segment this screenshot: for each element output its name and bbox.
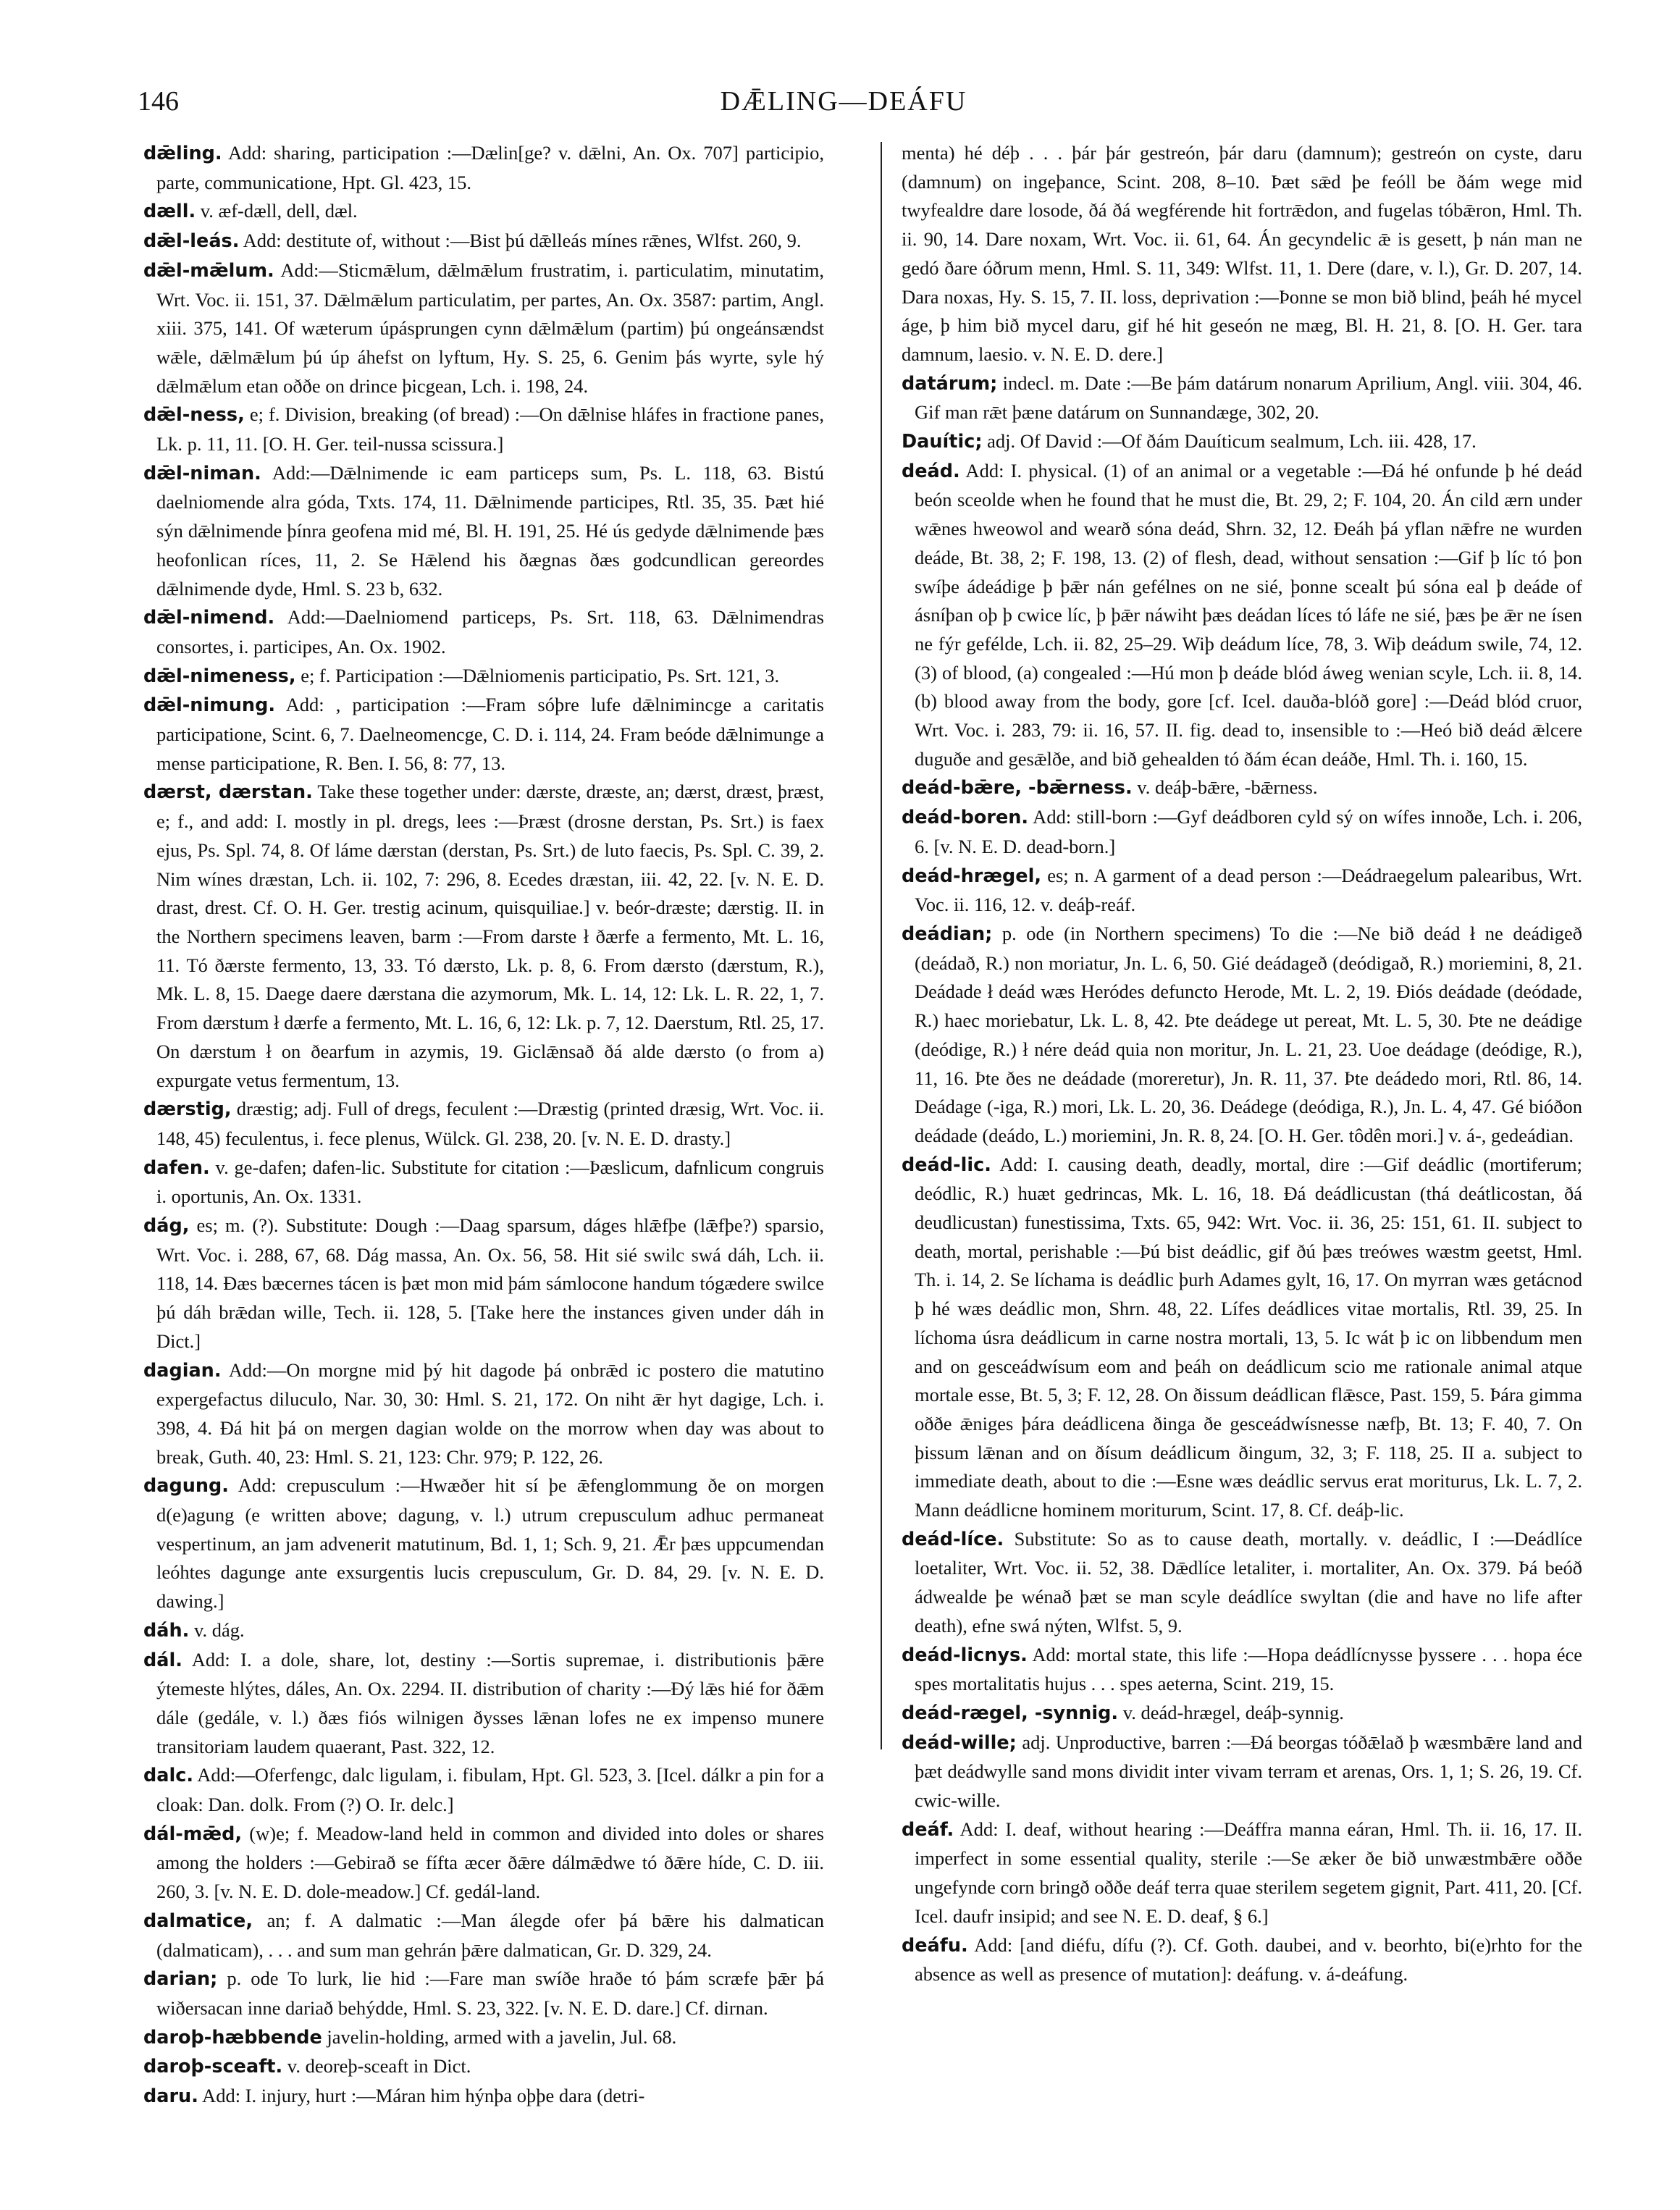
entry-headword: dǣl-leás.	[143, 230, 240, 253]
dictionary-entry	[143, 1095, 824, 1153]
entry-definition: es; m. (?). Substitute: Dough :—Daag sparsum, dáges hlǣfþe (lǣfþe?) sparsio, Wrt. Voc. i. 288, 67, 68. Dág massa, An. Ox. 56, 58. Hit sié swilc swá dáh, Lch. ii. 118, 14. Ðæs bæcernes tácen is þæt mon mid þám sámlocone handum tógædere swilce þú dáh brǣdan wille, Tech. ii. 128, 5. [Take here the instances given under dáh in Dict.]	[156, 1214, 824, 1352]
dictionary-entry	[143, 1154, 824, 1211]
entry-headword: deád-líce.	[902, 1528, 1004, 1550]
entry-headword: dagian.	[143, 1359, 222, 1382]
entry-definition: adj. Unproductive, barren :—Ðá beorgas tóðǣlað þ wæsmbǣre land and þæt deádwylle sand mons dividit inter vivam terram et arenas, Ors. 1, 1; S. 26, 19. Cf. cwic-wille.	[915, 1731, 1582, 1812]
dictionary-entry	[143, 256, 824, 401]
entry-headword: dǣl-nimeness,	[143, 665, 296, 687]
entry-headword: dǣling.	[143, 143, 222, 164]
entry-headword: daru.	[143, 2085, 198, 2108]
entry-headword: deád-hrægel,	[902, 865, 1042, 887]
dictionary-entry	[143, 1356, 824, 1472]
entry-definition: Add: sharing, participation :—Dælin[ge? v. dǣlni, An. Ox. 707] participio, parte, communicatione, Hpt. Gl. 423, 15.	[156, 142, 824, 193]
entry-definition: Add: I. deaf, without hearing :—Deáffra manna eáran, Hml. Th. ii. 16, 17. II. imperfect in some essential quality, sterile :—Se æker ðe bið unwæstmbǣre oððe ungefynde corn bringð oððe deáf terra quae sterilem segetem gignit, Part. 411, 20. [Cf. Icel. daufr insipid; and see N. E. D. deaf, § 6.]	[915, 1818, 1582, 1927]
dictionary-entry	[143, 459, 824, 604]
entry-definition: v. deáþ-bǣre, -bǣrness.	[1132, 776, 1318, 799]
dictionary-entry	[143, 1471, 824, 1616]
entry-definition: Add:—Oferfengc, dalc ligulam, i. fibulam, Hpt. Gl. 523, 3. [Icel. dálkr a pin for a cloak: Dan. dolk. From (?) O. Ir. delc.]	[156, 1764, 824, 1816]
dictionary-entry	[143, 662, 824, 692]
entry-headword: deád-boren.	[902, 807, 1029, 829]
entry-definition: v. dág.	[189, 1618, 245, 1641]
dictionary-entry	[143, 2023, 824, 2053]
entry-definition: Add: crepusculum :—Hwæðer hit sí þe ǣfenglommung ðe on morgen d(e)agung (e written above; dagung, v. l.) utrum crepusculum adhuc permaneat vespertinum, an jam advenerit matutinum, Bd. 1, 1; Sch. 9, 21. Ǣr þæs uppcumendan leóhtes dagunge ante exsurgentis lucis crepusculum, Gr. D. 84, 29. [v. N. E. D. dawing.]	[156, 1474, 824, 1613]
entry-headword: dál-mǣd,	[143, 1823, 243, 1845]
dictionary-entry	[143, 1907, 824, 1965]
entry-definition: v. æf-dæll, dell, dæl.	[196, 200, 358, 222]
entry-headword: dáh.	[143, 1619, 190, 1642]
entry-definition: javelin-holding, armed with a javelin, Jul. 68.	[322, 2025, 677, 2048]
entry-headword: dærst, dærstan.	[143, 781, 313, 804]
dictionary-entry	[902, 1699, 1582, 1728]
dictionary-entry	[143, 603, 824, 661]
entry-definition: Add:—Daelniomend particeps, Ps. Srt. 118, 63. Dǣlnimendras consortes, i. participes, An. Ox. 1902.	[156, 606, 824, 657]
dictionary-entry	[143, 1761, 824, 1819]
dictionary-entry	[902, 803, 1582, 861]
entry-definition: e; f. Participation :—Dǣlniomenis participatio, Ps. Srt. 121, 3.	[295, 664, 780, 686]
entry-definition: indecl. m. Date :—Be þám datárum nonarum Aprilium, Angl. viii. 304, 46. Gif man rǣt þæne datárum on Sunnandæge, 302, 20.	[915, 371, 1582, 424]
entry-headword: deáf.	[902, 1818, 954, 1841]
entry-definition: es; n. A garment of a dead person :—Deádraegelum palearibus, Wrt. Voc. ii. 116, 12. v. deáþ-reáf.	[915, 864, 1582, 916]
entry-definition: e; f. Division, breaking (of bread) :—On dǣlnise hláfes in fractione panes, Lk. p. 11, 11. [O. H. Ger. teil-nussa scissura.]	[156, 403, 824, 455]
entry-headword: dalmatice,	[143, 1909, 253, 1932]
entry-headword: dalc.	[143, 1765, 194, 1787]
dictionary-entry	[902, 920, 1582, 1151]
entry-definition: Add: [and diéfu, dífu (?). Cf. Goth. daubei, and v. beorhto, bi(e)rhto for the absence as well as presence of mutation]: deáfung. v. á-deáfung.	[915, 1933, 1582, 1986]
entry-definition: Add:—On morgne mid þý hit dagode þá onbrǣd ic postero die matutino expergefactus diluculo, Nar. 30, 30: Hml. S. 21, 172. On niht ǣr hyt dagige, Lch. i. 398, 4. Ðá hit þá on mergen dagian wolde on the morrow when day was about to break, Guth. 40, 23: Hml. S. 21, 123: Chr. 979; P. 122, 26.	[156, 1358, 824, 1468]
entry-headword: dagung.	[143, 1475, 229, 1497]
entry-headword: dǣl-ness,	[143, 404, 245, 427]
dictionary-entry	[902, 1151, 1582, 1525]
entry-headword: dǣl-nimend.	[143, 607, 275, 629]
entry-definition: p. ode (in Northern specimens) To die :—Ne bið deád ł ne deádigeð (deádað, R.) non moriatur, Jn. L. 6, 50. Gié deádageð (deódigað, R.) moriemini, 8, 21. Deádade ł deád wæs Heródes defuncto Herode, Mt. L. 2, 19. Ðiós deádade (deódade, R.) haec moriebatur, Lk. L. 8, 42. Þte deádege ut pereat, Mt. L. 5, 30. Þte ne deádige (deódige, R.) ł nére deád quia non moritur, Jn. L. 21, 23. Uoe deádage (deódige, R.), 11, 16. Þte ðes ne deádade (moreretur), Jn. R. 11, 37. Þte deádedo mori, Rtl. 86, 14. Deádage (-iga, R.) mori, Lk. L. 20, 36. Deádege (deódiga, R.), Jn. L. 4, 47. Gé bióðon deádade (deádo, L.) moriemini, Jn. R. 8, 24. [O. H. Ger. tôdên mori.] v. á-, gedeádian.	[915, 922, 1582, 1146]
left-column	[143, 139, 824, 2167]
dictionary-entry	[143, 139, 824, 197]
entry-definition: Substitute: So as to cause death, mortally. v. deádlic, I :—Deádlíce loetaliter, Wrt. Voc. ii. 52, 38. Dǣdlíce letaliter, i. mortaliter, An. Ox. 379. Þá beóð ádwealde þe wénað þæt se man scyle deádlíce swyltan (die and have no life after death), efne swá nýten, Wlfst. 5, 9.	[915, 1527, 1582, 1637]
dictionary-entry	[902, 773, 1582, 803]
entry-headword: deád-bǣre, -bǣrness.	[902, 777, 1133, 799]
dictionary-entry	[143, 1965, 824, 2022]
entry-definition: Add: destitute of, without :—Bist þú dǣlleás mínes rǣnes, Wlfst. 260, 9.	[239, 230, 802, 252]
entry-definition: Add:—Dǣlnimende ic eam particeps sum, Ps. L. 118, 63. Bistú daelniomende alra góda, Txts. 174, 11. Dǣlnimende participes, Rtl. 35, 35. Þæt hié sýn dǣlnimende þínra geofena mid mé, Bl. H. 191, 25. Hé ús gedyde dǣlnimende þæs heofonlican ríces, 11, 2. Se Hǣlend his ðægnas ðæs godcundlican gereordes dǣlnimende dyde, Hml. S. 23 b, 632.	[156, 461, 824, 600]
entry-headword: deáfu.	[902, 1934, 968, 1957]
dictionary-entry	[902, 369, 1582, 427]
dictionary-entry	[902, 427, 1582, 457]
dictionary-entry	[143, 2052, 824, 2082]
entry-definition: (w)e; f. Meadow-land held in common and divided into doles or shares among the holders :—Gebirað se fífta æcer ðǣre dálmǣdwe tó ðǣre híde, C. D. iii. 260, 3. [v. N. E. D. dole-meadow.] Cf. gedál-land.	[156, 1822, 824, 1903]
entry-definition: Add: I. injury, hurt :—Máran him hýnþa oþþe dara (detri-	[198, 2085, 645, 2107]
dictionary-entry	[902, 1641, 1582, 1699]
entry-definition: an; f. A dalmatic :—Man álegde ofer þá bǣre his dalmatican (dalmaticam), . . . and sum man gehrán þǣre dalmatican, Gr. D. 329, 24.	[156, 1909, 824, 1961]
page-header	[138, 85, 1550, 129]
running-title: DǢLING—DEÁFU	[720, 86, 967, 117]
entry-headword: dǣl-niman.	[143, 462, 261, 484]
entry-headword: deád-lic.	[902, 1154, 991, 1176]
entry-definition: Add: , participation :—Fram sóþre lufe dǣlnimincge a caritatis participatione, Scint. 6, 7. Daelneomencge, C. D. i. 114, 24. Fram beóde dǣlnimunge a mense participatione, R. Ben. I. 56, 8: 77, 13.	[156, 694, 824, 774]
dictionary-entry	[902, 1728, 1582, 1815]
entry-headword: dág,	[143, 1215, 190, 1238]
entry-headword: dál.	[143, 1649, 182, 1671]
entry-headword: dæll.	[143, 201, 196, 223]
dictionary-entry	[143, 197, 824, 227]
dictionary-entry	[143, 1820, 824, 1907]
entry-definition: Take these together under: dærste, dræste, an; dærst, dræst, þræst, e; f., and add: I. mostly in pl. dregs, lees :—Þræst (drosne derstan, Ps. Srt.) is faex ejus, Ps. Spl. 74, 8. Of láme dærstan (derstan, Ps. Srt.) de luto faecis, Ps. Spl. C. 39, 2. Nim wínes dræstan, Lch. ii. 102, 7: 296, 8. Ecedes dræstan, iii. 42, 22. [v. N. E. D. drast, drest. Cf. O. H. Ger. trestig acinum, quisquiliae.] v. beór-dræste; dærstig. II. in the Northern specimens leaven, barm :—From darste ł ðærfe a fermento, Mt. L. 16, 11. Tó ðærste fermento, 13, 33. Tó dærsto, Lk. p. 8, 6. From dærsto (dærstum, R.), Mk. L. 8, 15. Daege daere dærstana die azymorum, Mk. L. 14, 12: Lk. L. R. 22, 1, 7. From dærstum ł dærfe a fermento, Mt. L. 16, 6, 12: Lk. p. 7, 12. Daerstum, Rtl. 25, 17. On dærstum ł on ðearfum in azymis, 19. Giclǣnsað ðá alde dærsto (o from a) expurgate vetus fermentum, 13.	[156, 781, 824, 1091]
entry-headword: deád-wille;	[902, 1731, 1017, 1754]
entry-definition: Add: I. physical. (1) of an animal or a vegetable :—Ðá hé onfunde þ hé deád beón sceolde when he found that he must die, Bt. 29, 2; F. 104, 20. Án cild ærn under wǣnes hweowol and wearð sóna deád, Shrn. 32, 12. Ðeáh þá yflan nǣfre ne wurden deáde, Bt. 38, 2; F. 198, 13. (2) of flesh, dead, without sensation :—Gif þ líc tó þon swíþe ádeádige þ þǣr nán gefélnes on ne sié, þonne scealt þú sóna eal þ deáde of ásníþan oþ þ cwice líc, þ þǣr náwiht þæs deádan líces tó láfe ne sié, þæs þe ǣr ne ísen ne fýr gefélde, Lch. ii. 82, 25–29. Wiþ deádum líce, 78, 3. Wiþ deádum swile, 74, 12. (3) of blood, (a) congealed :—Hú mon þ deáde blód áweg wenian scyle, Lch. ii. 8, 14. (b) blood away from the body, gore [cf. Icel. dauða-blóð gore] :—Deád blód cruor, Wrt. Voc. i. 283, 79: ii. 16, 57. II. fig. dead to, insensible to :—Heó bið deád ǣlcere duguðe and gesǣlðe, and bið gehealden tó ðám écan deáðe, Hml. Th. i. 160, 15.	[915, 459, 1582, 770]
column-divider	[881, 142, 882, 1749]
entry-definition: Add: I. causing death, deadly, mortal, dire :—Gif deádlic (mortiferum; deódlic, R.) huæt gedrincas, Mk. L. 16, 18. Ðá deádlicustan (thá deátlicostan, ðá deudlicustan) funestissima, Txts. 65, 942: Wrt. Voc. ii. 36, 25: 151, 61. II. subject to death, mortal, perishable :—Þú bist deádlic, gif ðú þæs treówes wæstm geetst, Hml. Th. i. 14, 2. Se líchama is deádlic þurh Adames gylt, 16, 17. On myrran wæs getácnod þ hé wæs deádlic mon, Shrn. 48, 22. Lífes deádlices vitae mortalis, Rtl. 39, 25. In líchoma úsra deádlicum in carne nostra mortali, 13, 5. Ic wát þ ic on libbendum men and on gesceádwísum eom and þeáh on deádlicum scio me rationale animal atque mortale esse, Bt. 5, 3; F. 12, 28. On ðissum deádlican flǣsce, Past. 159, 5. Þára gimma oððe ǣniges þára deádlicena ðinga ðe gesceádwísnesse næfþ, Bt. 13; F. 40, 7. On þissum lǣnan and on ðísum deádlicum ðingum, 32, 3; F. 118, 25. II a. subject to immediate death, about to die :—Esne wæs deádlic servus erat moriturus, Lk. L. 7, 2. Mann deádlicne hominem moriturum, Scint. 17, 8. Cf. deáþ-lic.	[915, 1153, 1582, 1521]
dictionary-entry	[143, 778, 824, 1095]
entry-headword: darian;	[143, 1968, 218, 1991]
entry-definition: Add: mortal state, this life :—Hopa deádlícnysse þyssere . . . hopa éce spes mortalitatis hujus . . . spes aeterna, Scint. 219, 15.	[915, 1643, 1582, 1695]
entry-definition: v. deoreþ-sceaft in Dict.	[282, 2055, 471, 2077]
entry-headword: Dauític;	[902, 431, 983, 453]
entry-headword: daroþ-hæbbende	[143, 2026, 322, 2049]
entry-definition: Add: still-born :—Gyf deádboren cyld sý on wífes innoðe, Lch. i. 206, 6. [v. N. E. D. dead-born.]	[915, 806, 1582, 857]
entry-definition: v. ge-dafen; dafen-lic. Substitute for citation :—Þæslicum, dafnlicum congruis i. oportunis, An. Ox. 1331.	[156, 1156, 824, 1208]
dictionary-entry	[902, 1815, 1582, 1931]
entry-definition: adj. Of David :—Of ðám Dauíticum sealmum, Lch. iii. 428, 17.	[982, 430, 1477, 453]
entry-headword: dærstig,	[143, 1098, 232, 1121]
entry-definition: v. deád-hrægel, deáþ-synnig.	[1118, 1701, 1344, 1723]
dictionary-entry	[902, 862, 1582, 920]
entry-headword: dafen.	[143, 1156, 210, 1179]
dictionary-entry	[143, 227, 824, 256]
dictionary-entry	[143, 1616, 824, 1646]
entry-definition: p. ode To lurk, lie hid :—Fare man swíðe hraðe tó þám scræfe þǣr þá wiðersacan inne dariað behýdde, Hml. S. 23, 322. [v. N. E. D. dare.] Cf. dirnan.	[156, 1967, 824, 2019]
dictionary-entry	[143, 400, 824, 458]
entry-headword: deád-licnys.	[902, 1644, 1028, 1666]
dictionary-entry	[143, 2082, 824, 2112]
entry-headword: daroþ-sceaft.	[143, 2056, 283, 2078]
right-column	[902, 139, 1582, 2167]
entry-headword: deád-rægel, -synnig.	[902, 1702, 1119, 1724]
entry-headword: datárum;	[902, 372, 998, 395]
entry-headword: dǣl-nimung.	[143, 694, 276, 717]
page-number: 146	[138, 86, 179, 117]
dictionary-entry	[902, 1525, 1582, 1641]
entry-headword: deádian;	[902, 923, 993, 945]
entry-definition: Add: I. a dole, share, lot, destiny :—Sortis supremae, i. distributionis þǣre ýtemeste hlýtes, dáles, An. Ox. 2294. II. distribution of charity :—Ðý lǣs hié for ðǣm dále (gedále, v. l.) ðæs fiós wilnigen ðysses lǣnan lofes ne ex impenso munere transitoriam laudem quaerant, Past. 322, 12.	[156, 1648, 824, 1757]
dictionary-entry	[143, 1646, 824, 1762]
dictionary-entry	[902, 1931, 1582, 1989]
dictionary-entry	[902, 457, 1582, 774]
continued-entry-text: menta) hé déþ . . . þár þár gestreón, þár daru (damnum); gestreón on cyste, daru (damnum) on ingeþance, Scint. 208, 8–10. Þæt sǣd þe feóll be ðám wege mid twyfealdre dare losode, ðá ðá wegférende hit fortrǣdon, and fugelas tóbǣron, Hml. Th. ii. 90, 14. Dare noxam, Wrt. Voc. ii. 61, 64. Án gecyndelic ǣ is gesett, þ nán man ne gedó ðare óðrum menn, Hml. S. 11, 349: Wlfst. 11, 1. Dere (dare, v. l.), Gr. D. 207, 14. Dara noxas, Hy. S. 15, 7. II. loss, deprivation :—Þonne se mon bið blind, þeáh hé mycel áge, þ him bið mycel daru, gif hé hit geseón ne mæg, Bl. H. 21, 8. [O. H. Ger. tara damnum, laesio. v. N. E. D. dere.]	[902, 142, 1582, 365]
dictionary-entry	[143, 691, 824, 778]
entry-headword: dǣl-mǣlum.	[143, 259, 274, 282]
dictionary-entry	[143, 1211, 824, 1356]
entry-headword: deád.	[902, 460, 960, 482]
entry-definition: Add:—Sticmǣlum, dǣlmǣlum frustratim, i. particulatim, minutatim, Wrt. Voc. ii. 151, 37. Dǣlmǣlum particulatim, per partes, An. Ox. 3587: partim, Angl. xiii. 375, 141. Of wæterum úpásprungen cynn dǣlmǣlum (partim) þú ongeánsændst wǣle, dǣlmǣlum þú úp áhefst on lyftum, Hy. S. 25, 6. Genim þás wyrte, syle hý dǣlmǣlum etan oððe on drince þicgean, Lch. i. 198, 24.	[156, 259, 824, 397]
entry-definition: dræstig; adj. Full of dregs, feculent :—Dræstig (printed dræsig, Wrt. Voc. ii. 148, 45) feculentus, i. fece plenus, Wülck. Gl. 238, 20. [v. N. E. D. drasty.]	[156, 1098, 824, 1149]
